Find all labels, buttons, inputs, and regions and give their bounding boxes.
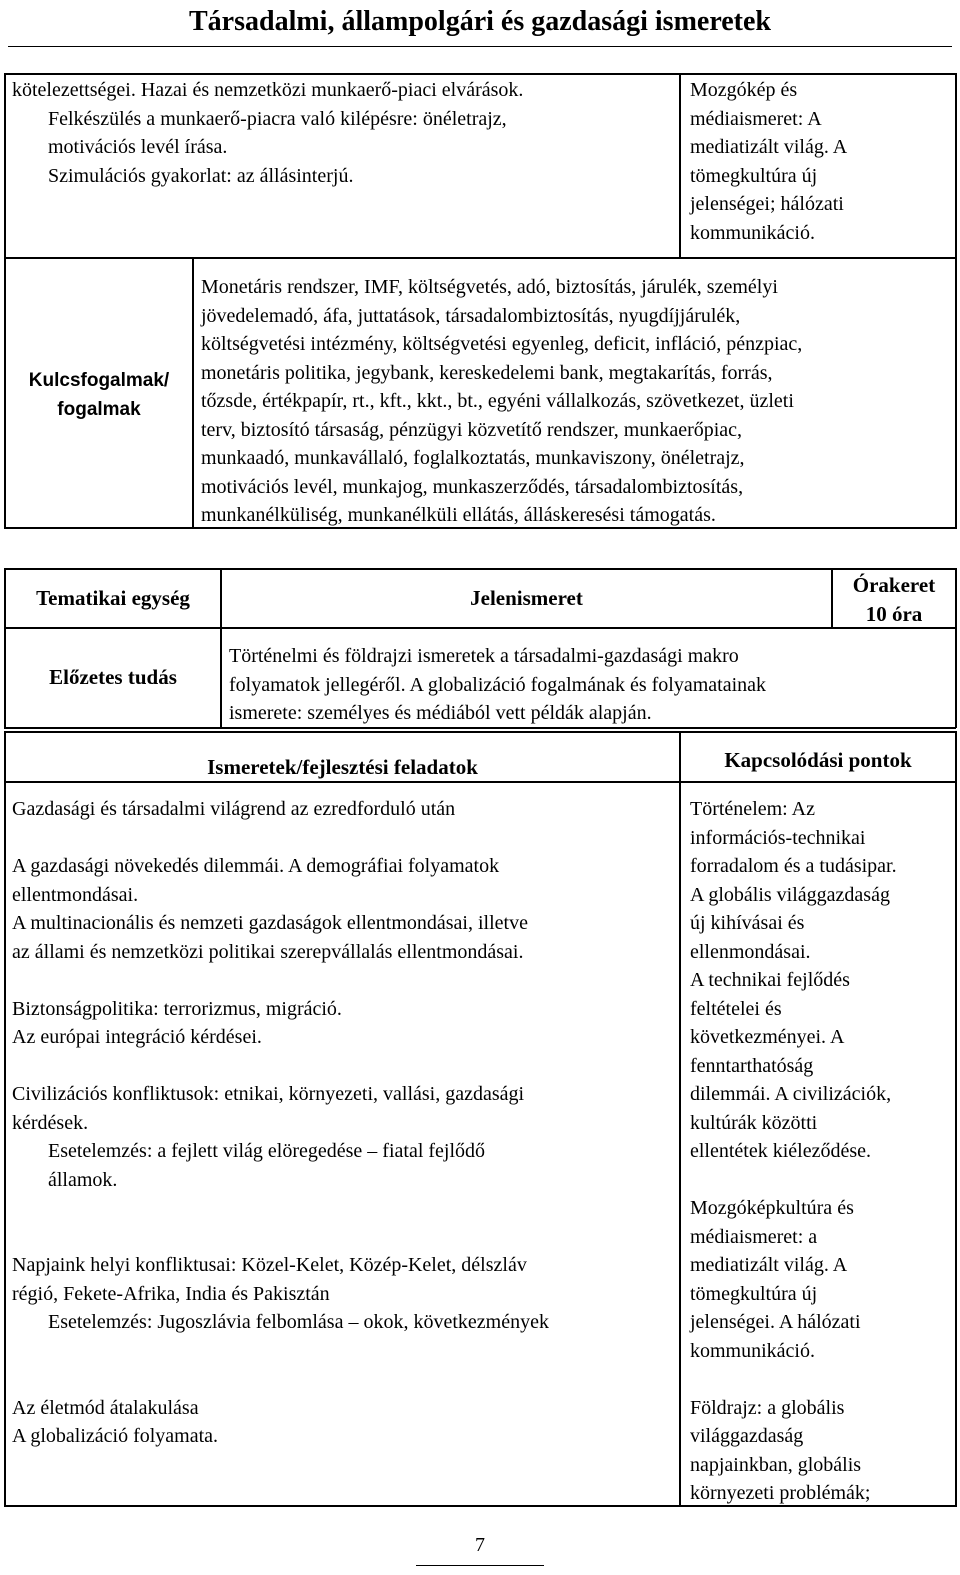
link-line: környezeti problémák; bbox=[690, 1482, 871, 1504]
label-line: Kulcsfogalmak/ bbox=[28, 370, 170, 391]
text-line: ellentmondásai. bbox=[12, 883, 139, 906]
hours-label: Órakeret bbox=[852, 573, 936, 597]
link-line: napjainkban, globális bbox=[690, 1453, 862, 1476]
link-line: jelenségei. A hálózati bbox=[690, 1311, 861, 1333]
link-line: mediatizált világ. A bbox=[690, 1254, 848, 1276]
text-line: Biztonságpolitika: terrorizmus, migráció. bbox=[12, 997, 342, 1020]
link-line: forradalom és a tudásipar. bbox=[690, 855, 897, 877]
connections-header: Kapcsolódási pontok bbox=[724, 748, 912, 772]
link-line: Mozgóképkultúra és bbox=[690, 1197, 854, 1219]
text-line: Civilizációs konfliktusok: etnikai, környezeti, vallási, gazdasági bbox=[12, 1083, 525, 1105]
text-line: Gazdasági és társadalmi világrend az ezredforduló után bbox=[12, 798, 456, 820]
key-concepts-text bbox=[201, 273, 951, 530]
tasks-text bbox=[12, 795, 676, 1451]
hours-value: 10 óra bbox=[865, 601, 923, 626]
text-line: Felkészülés a munkaerő-piacra való kilépésre: önéletrajz, bbox=[48, 107, 507, 130]
row1-links bbox=[690, 76, 952, 247]
text-line: A gazdasági növekedés dilemmái. A demográfiai folyamatok bbox=[12, 855, 500, 877]
link-line: kultúrák közötti bbox=[690, 1111, 818, 1134]
text-line: kérdések. bbox=[12, 1111, 89, 1134]
text-line: Az európai integráció kérdései. bbox=[12, 1026, 262, 1048]
link-line: Történelem: Az bbox=[690, 798, 815, 820]
link-line: dilemmái. A civilizációk, bbox=[690, 1083, 892, 1105]
text-line: Napjaink helyi konfliktusai: Közel-Kelet, Közép-Kelet, délszláv bbox=[12, 1254, 527, 1276]
link-line: Földrajz: a globális bbox=[690, 1396, 845, 1419]
page-header-title: Társadalmi, állampolgári és gazdasági ismeretek bbox=[189, 6, 771, 37]
link-line: új kihívásai és bbox=[690, 912, 805, 934]
text-line: ismerete: személyes és médiából vett példák alapján. bbox=[229, 702, 652, 724]
link-line: A globális világgazdaság bbox=[690, 883, 890, 906]
link-line: jelenségei; hálózati bbox=[690, 193, 844, 215]
text-line: motivációs levél, munkajog, munkaszerződés, társadalombiztosítás, bbox=[201, 475, 744, 498]
text-line: költségvetési intézmény, költségvetési egyenleg, deficit, infláció, pénzpiac, bbox=[201, 333, 803, 355]
text-line: Monetáris rendszer, IMF, költségvetés, adó, biztosítás, járulék, személyi bbox=[201, 276, 778, 298]
text-line: munkaadó, munkavállaló, foglalkoztatás, munkaviszony, önéletrajz, bbox=[201, 447, 745, 469]
link-line: médiaismeret: A bbox=[690, 107, 822, 130]
text-line: Az életmód átalakulása bbox=[12, 1396, 199, 1419]
text-line: A multinacionális és nemzeti gazdaságok ellentmondásai, illetve bbox=[12, 912, 528, 934]
text-line: Esetelemzés: a fejlett világ elöregedése – fiatal fejlődő bbox=[48, 1140, 486, 1162]
text-line: munkanélküliség, munkanélküli ellátás, álláskeresési támogatás. bbox=[201, 504, 716, 526]
link-line: feltételei és bbox=[690, 997, 782, 1020]
text-line: terv, biztosító társaság, pénzügyi közvetítő rendszer, munkaerőpiac, bbox=[201, 418, 743, 441]
unit-title: Jelenismeret bbox=[470, 586, 583, 610]
link-line: Mozgókép és bbox=[690, 79, 798, 101]
text-line: folyamatok jellegéről. A globalizáció fogalmának és folyamatainak bbox=[229, 673, 767, 696]
header-rule bbox=[8, 46, 952, 47]
key-concepts-label bbox=[6, 367, 192, 424]
text-line: Esetelemzés: Jugoszlávia felbomlása – okok, következmények bbox=[48, 1311, 549, 1333]
text-line: monetáris politika, jegybank, kereskedelemi bank, megtakarítás, forrás, bbox=[201, 361, 773, 384]
hours-box bbox=[833, 571, 955, 628]
link-line: tömegkultúra új bbox=[690, 1282, 818, 1305]
connections-text bbox=[690, 795, 953, 1508]
link-line: A technikai fejlődés bbox=[690, 969, 850, 991]
link-line: következményei. A bbox=[690, 1026, 845, 1048]
label-line: fogalmak bbox=[57, 398, 141, 420]
text-line: az állami és nemzetközi politikai szerepvállalás ellentmondásai. bbox=[12, 940, 524, 963]
page-number: 7 bbox=[475, 1534, 485, 1556]
link-line: mediatizált világ. A bbox=[690, 136, 848, 158]
prior-knowledge-label: Előzetes tudás bbox=[49, 665, 177, 689]
text-line: Történelmi és földrajzi ismeretek a társadalmi-gazdasági makro bbox=[229, 645, 739, 667]
unit-label: Tematikai egység bbox=[36, 586, 190, 610]
link-line: médiaismeret: a bbox=[690, 1225, 818, 1248]
text-line: A globalizáció folyamata. bbox=[12, 1425, 219, 1447]
row1-left-text bbox=[12, 76, 676, 190]
link-line: ellenmondásai. bbox=[690, 940, 811, 963]
text-line: tőzsde, értékpapír, rt., kft., kkt., bt., egyéni vállalkozás, szövetkezet, üzleti bbox=[201, 390, 794, 412]
link-line: kommunikáció. bbox=[690, 221, 815, 244]
text-line: államok. bbox=[48, 1168, 118, 1191]
text-line: motivációs levél írása. bbox=[48, 136, 228, 158]
text-line: kötelezettségei. Hazai és nemzetközi munkaerő-piaci elvárások. bbox=[12, 79, 524, 101]
text-line: régió, Fekete-Afrika, India és Pakisztán bbox=[12, 1282, 330, 1305]
text-line: jövedelemadó, áfa, juttatások, társadalombiztosítás, nyugdíjjárulék, bbox=[201, 304, 741, 327]
link-line: fenntarthatóság bbox=[690, 1054, 814, 1077]
prior-knowledge-text bbox=[229, 642, 949, 728]
link-line: világgazdaság bbox=[690, 1425, 804, 1447]
link-line: tömegkultúra új bbox=[690, 164, 818, 187]
link-line: kommunikáció. bbox=[690, 1339, 815, 1362]
link-line: ellentétek kiéleződése. bbox=[690, 1140, 872, 1162]
page-number-rule bbox=[416, 1565, 544, 1566]
link-line: információs-technikai bbox=[690, 826, 866, 849]
text-line: Szimulációs gyakorlat: az állásinterjú. bbox=[48, 164, 354, 187]
tasks-header: Ismeretek/fejlesztési feladatok bbox=[207, 755, 478, 779]
